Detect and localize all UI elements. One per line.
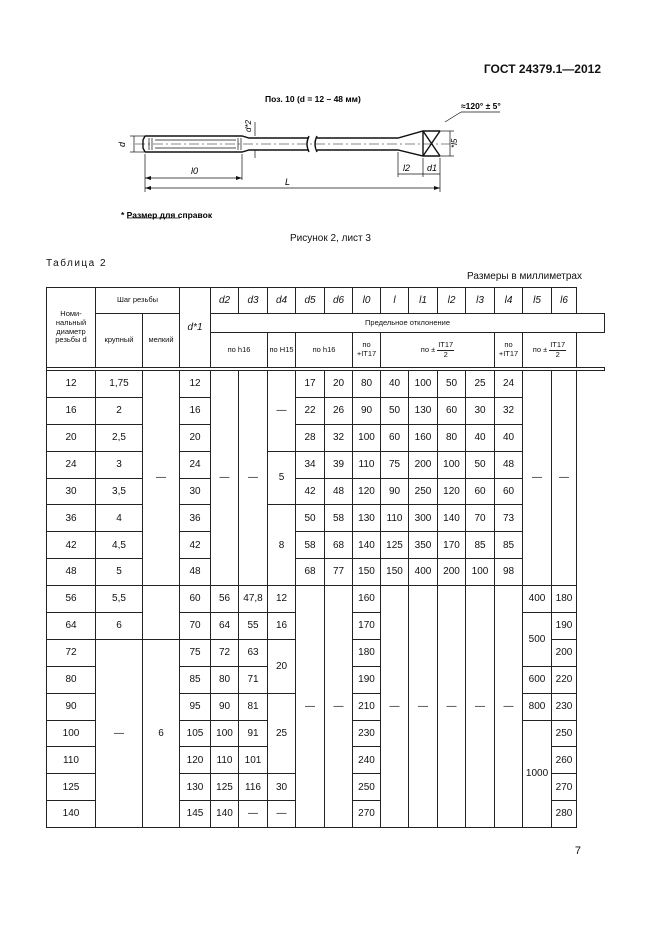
table-cell: 85 — [495, 532, 523, 559]
table-cell: 71 — [239, 666, 268, 693]
table-cell: 48 — [180, 559, 211, 586]
table-row — [47, 505, 605, 532]
table-row — [47, 559, 605, 586]
table-cell: 120 — [180, 747, 211, 774]
table-cell: 17 — [296, 371, 325, 398]
l5-500: 500 — [523, 613, 552, 667]
header-dev-d4: по H15 — [268, 333, 296, 368]
l-dash-bottom: — — [381, 586, 409, 828]
table-cell: 77 — [325, 559, 353, 586]
table-cell: 90 — [353, 397, 381, 424]
table-cell: 250 — [552, 720, 577, 747]
l1-dash-bottom: — — [409, 586, 438, 828]
table-cell: 75 — [180, 639, 211, 666]
table-cell: 68 — [296, 559, 325, 586]
table-cell: 100 — [211, 720, 239, 747]
table-cell: 16 — [180, 397, 211, 424]
bolt-figure — [105, 92, 515, 222]
table-cell: 22 — [296, 397, 325, 424]
table-cell: 60 — [466, 478, 495, 505]
table-cell: 20 — [180, 424, 211, 451]
table-cell: 20 — [325, 371, 353, 398]
l4-dash-bottom: — — [495, 586, 523, 828]
table-cell: 101 — [239, 747, 268, 774]
table-cell: 4 — [96, 505, 143, 532]
table-cell: 100 — [353, 424, 381, 451]
header-l6: l6 — [552, 288, 577, 314]
table-cell: 42 — [47, 532, 96, 559]
header-deviation: Предельное отклонение — [211, 314, 605, 333]
table-cell: 3 — [96, 451, 143, 478]
header-l0: l0 — [353, 288, 381, 314]
table-cell: 160 — [409, 424, 438, 451]
label-l5: *l5 — [450, 138, 459, 148]
table-cell: 64 — [211, 613, 239, 640]
table-cell: 80 — [211, 666, 239, 693]
label-d2: d*2 — [244, 119, 253, 132]
label-L: L — [285, 177, 291, 187]
table-cell: 72 — [211, 639, 239, 666]
table-cell: 250 — [409, 478, 438, 505]
table-cell: 70 — [180, 613, 211, 640]
fine-dash-top: — — [143, 371, 180, 586]
header-d6: d6 — [325, 288, 353, 314]
l6-dash-top: — — [552, 371, 577, 586]
table-cell: 75 — [381, 451, 409, 478]
coarse-dash-bottom: — — [96, 639, 143, 827]
table-cell: 100 — [438, 451, 466, 478]
table-cell: 80 — [353, 371, 381, 398]
d4-dash: — — [268, 371, 296, 452]
table-cell: 85 — [180, 666, 211, 693]
table-cell: 80 — [438, 424, 466, 451]
table-cell: 130 — [409, 397, 438, 424]
table-cell: 200 — [409, 451, 438, 478]
table-cell: 98 — [495, 559, 523, 586]
table-units: Размеры в миллиметрах — [467, 271, 582, 282]
table-cell: 36 — [180, 505, 211, 532]
table-cell: 68 — [325, 532, 353, 559]
fine-6-bottom: 6 — [143, 639, 180, 827]
d6-dash-bottom: — — [325, 586, 353, 828]
table-cell: 73 — [495, 505, 523, 532]
table-cell: 105 — [180, 720, 211, 747]
d5-dash-bottom: — — [296, 586, 325, 828]
table-cell: 56 — [47, 586, 96, 613]
table-cell: 30 — [180, 478, 211, 505]
table-cell: 1,75 — [96, 371, 143, 398]
table-cell: 230 — [353, 720, 381, 747]
header-l4: l4 — [495, 288, 523, 314]
table-cell: 100 — [47, 720, 96, 747]
table-cell: 48 — [495, 451, 523, 478]
header-pitch: Шаг резьбы — [96, 288, 180, 314]
l5-1000: 1000 — [523, 720, 552, 828]
table-cell: 50 — [296, 505, 325, 532]
header-dev-d56: по h16 — [296, 333, 353, 368]
table-row — [47, 532, 605, 559]
table-cell: — — [268, 801, 296, 828]
header-d5: d5 — [296, 288, 325, 314]
table-cell: 80 — [47, 666, 96, 693]
table-cell: 190 — [552, 613, 577, 640]
table-cell: 6 — [96, 613, 143, 640]
table-cell: 5,5 — [96, 586, 143, 613]
table-cell: 180 — [552, 586, 577, 613]
table-cell: 30 — [268, 774, 296, 801]
table-cell: 16 — [268, 613, 296, 640]
table-cell: 28 — [296, 424, 325, 451]
table-cell: 200 — [552, 639, 577, 666]
header-l3: l3 — [466, 288, 495, 314]
table-cell: 64 — [47, 613, 96, 640]
table-cell: 16 — [47, 397, 96, 424]
label-angle: ≈120° ± 5° — [461, 101, 501, 111]
table-cell: 200 — [438, 559, 466, 586]
table-cell: 140 — [353, 532, 381, 559]
table-cell: 160 — [353, 586, 381, 613]
table-cell: 72 — [47, 639, 96, 666]
table-row — [47, 371, 605, 398]
l2-dash-bottom: — — [438, 586, 466, 828]
header-dev-d23: по h16 — [211, 333, 268, 368]
table-row — [47, 478, 605, 505]
table-cell: 116 — [239, 774, 268, 801]
header-d1: d*1 — [180, 288, 211, 368]
table-cell: 20 — [47, 424, 96, 451]
d4-5: 5 — [268, 451, 296, 505]
table-row — [47, 451, 605, 478]
label-l2: l2 — [403, 163, 411, 173]
table-cell: 34 — [296, 451, 325, 478]
table-cell: 55 — [239, 613, 268, 640]
table-cell: 30 — [466, 397, 495, 424]
table-row — [47, 424, 605, 451]
table-cell: 140 — [438, 505, 466, 532]
table-cell: 56 — [211, 586, 239, 613]
d4-20: 20 — [268, 639, 296, 693]
l5-800: 800 — [523, 693, 552, 720]
table-cell: 25 — [466, 371, 495, 398]
header-fine: мелкий — [143, 314, 180, 368]
table-cell: 60 — [438, 397, 466, 424]
table-cell: 30 — [47, 478, 96, 505]
header-nominal-diameter: Номи- нальный диаметр резьбы d — [47, 288, 96, 368]
table-cell: 36 — [47, 505, 96, 532]
table-cell: 3,5 — [96, 478, 143, 505]
table-cell: 110 — [211, 747, 239, 774]
table-cell: 2 — [96, 397, 143, 424]
figure-footnote: * Размер для справок — [121, 210, 213, 220]
table-cell: 400 — [409, 559, 438, 586]
table-cell: 48 — [47, 559, 96, 586]
table-cell: 280 — [552, 801, 577, 828]
table-cell: 47,8 — [239, 586, 268, 613]
table-cell: 125 — [211, 774, 239, 801]
table-cell: 120 — [353, 478, 381, 505]
table-cell — [143, 586, 180, 640]
table-cell: 2,5 — [96, 424, 143, 451]
l5-dash-top: — — [523, 371, 552, 586]
table-cell: 100 — [466, 559, 495, 586]
header-d4: d4 — [268, 288, 296, 314]
table-cell: 150 — [381, 559, 409, 586]
figure-title: Поз. 10 (d = 12 – 48 мм) — [265, 94, 361, 104]
d4-25: 25 — [268, 693, 296, 774]
table-cell: 24 — [495, 371, 523, 398]
table-cell: 90 — [381, 478, 409, 505]
d2-dash-top: — — [211, 371, 239, 586]
header-l5: l5 — [523, 288, 552, 314]
table-cell: 90 — [211, 693, 239, 720]
table-cell: 240 — [353, 747, 381, 774]
table-cell: 42 — [180, 532, 211, 559]
table-cell: 12 — [268, 586, 296, 613]
l3-dash-bottom: — — [466, 586, 495, 828]
table-cell: 350 — [409, 532, 438, 559]
table-cell: 120 — [438, 478, 466, 505]
header-d3: d3 — [239, 288, 268, 314]
table-cell: 95 — [180, 693, 211, 720]
table-title: Таблица 2 — [46, 258, 108, 269]
table-cell: 40 — [466, 424, 495, 451]
table-cell: 40 — [495, 424, 523, 451]
table-cell: 70 — [466, 505, 495, 532]
figure-caption: Рисунок 2, лист 3 — [290, 233, 371, 244]
header-dev-l0: по +IT17 — [353, 333, 381, 368]
table-cell: 50 — [381, 397, 409, 424]
table-cell: 50 — [466, 451, 495, 478]
label-d: d — [117, 141, 127, 147]
table-cell: 140 — [47, 801, 96, 828]
table-cell: 24 — [47, 451, 96, 478]
table-cell: 12 — [180, 371, 211, 398]
table-cell: 270 — [353, 801, 381, 828]
header-l1: l1 — [409, 288, 438, 314]
table-cell: 63 — [239, 639, 268, 666]
table-cell: 140 — [211, 801, 239, 828]
table-cell: 230 — [552, 693, 577, 720]
bolt-outline — [143, 131, 440, 156]
table-cell: 40 — [381, 371, 409, 398]
table-cell: 4,5 — [96, 532, 143, 559]
table-cell: 300 — [409, 505, 438, 532]
table-cell: 210 — [353, 693, 381, 720]
table-cell: — — [239, 801, 268, 828]
header-dev-l4: по +IT17 — [495, 333, 523, 368]
table-cell: 58 — [325, 505, 353, 532]
label-l0: l0 — [191, 166, 199, 176]
table-cell: 110 — [353, 451, 381, 478]
table-cell: 12 — [47, 371, 96, 398]
table-cell: 60 — [381, 424, 409, 451]
table-cell: 48 — [325, 478, 353, 505]
table-cell: 42 — [296, 478, 325, 505]
header-dev-l56: по ± $\frac{IT17}{2}$ — [523, 333, 577, 368]
table-cell: 5 — [96, 559, 143, 586]
l5-400: 400 — [523, 586, 552, 613]
header-l: l — [381, 288, 409, 314]
table-cell: 130 — [180, 774, 211, 801]
table-row — [47, 397, 605, 424]
l5-600: 600 — [523, 666, 552, 693]
table-cell: 50 — [438, 371, 466, 398]
table-cell: 81 — [239, 693, 268, 720]
dimensions-table — [46, 287, 605, 828]
table-cell: 110 — [381, 505, 409, 532]
header-l2: l2 — [438, 288, 466, 314]
table-cell: 85 — [466, 532, 495, 559]
table-cell: 39 — [325, 451, 353, 478]
table-cell: 32 — [495, 397, 523, 424]
table-cell: 180 — [353, 639, 381, 666]
table-cell: 32 — [325, 424, 353, 451]
table-row — [47, 586, 605, 613]
table-cell: 190 — [353, 666, 381, 693]
table-cell: 91 — [239, 720, 268, 747]
table-cell: 130 — [353, 505, 381, 532]
table-cell: 250 — [353, 774, 381, 801]
table-cell: 170 — [438, 532, 466, 559]
table-cell: 125 — [381, 532, 409, 559]
table-cell: 24 — [180, 451, 211, 478]
table-cell: 125 — [47, 774, 96, 801]
table-cell: 145 — [180, 801, 211, 828]
table-cell: 170 — [353, 613, 381, 640]
dimension-lines — [127, 112, 500, 218]
table-cell: 26 — [325, 397, 353, 424]
table-cell: 90 — [47, 693, 96, 720]
header-d2: d2 — [211, 288, 239, 314]
page-number: 7 — [574, 845, 581, 857]
standard-designation: ГОСТ 24379.1—2012 — [483, 62, 601, 76]
header-dev-l-l3: по ± $\frac{IT17}{2}$ — [381, 333, 495, 368]
table-cell: 150 — [353, 559, 381, 586]
table-cell: 60 — [495, 478, 523, 505]
table-cell: 60 — [180, 586, 211, 613]
label-d1: d1 — [427, 163, 438, 173]
table-cell: 110 — [47, 747, 96, 774]
d3-dash-top: — — [239, 371, 268, 586]
d4-8: 8 — [268, 505, 296, 586]
table-cell: 260 — [552, 747, 577, 774]
header-coarse: крупный — [96, 314, 143, 368]
table-cell: 220 — [552, 666, 577, 693]
table-cell: 100 — [409, 371, 438, 398]
table-cell: 270 — [552, 774, 577, 801]
table-cell: 58 — [296, 532, 325, 559]
